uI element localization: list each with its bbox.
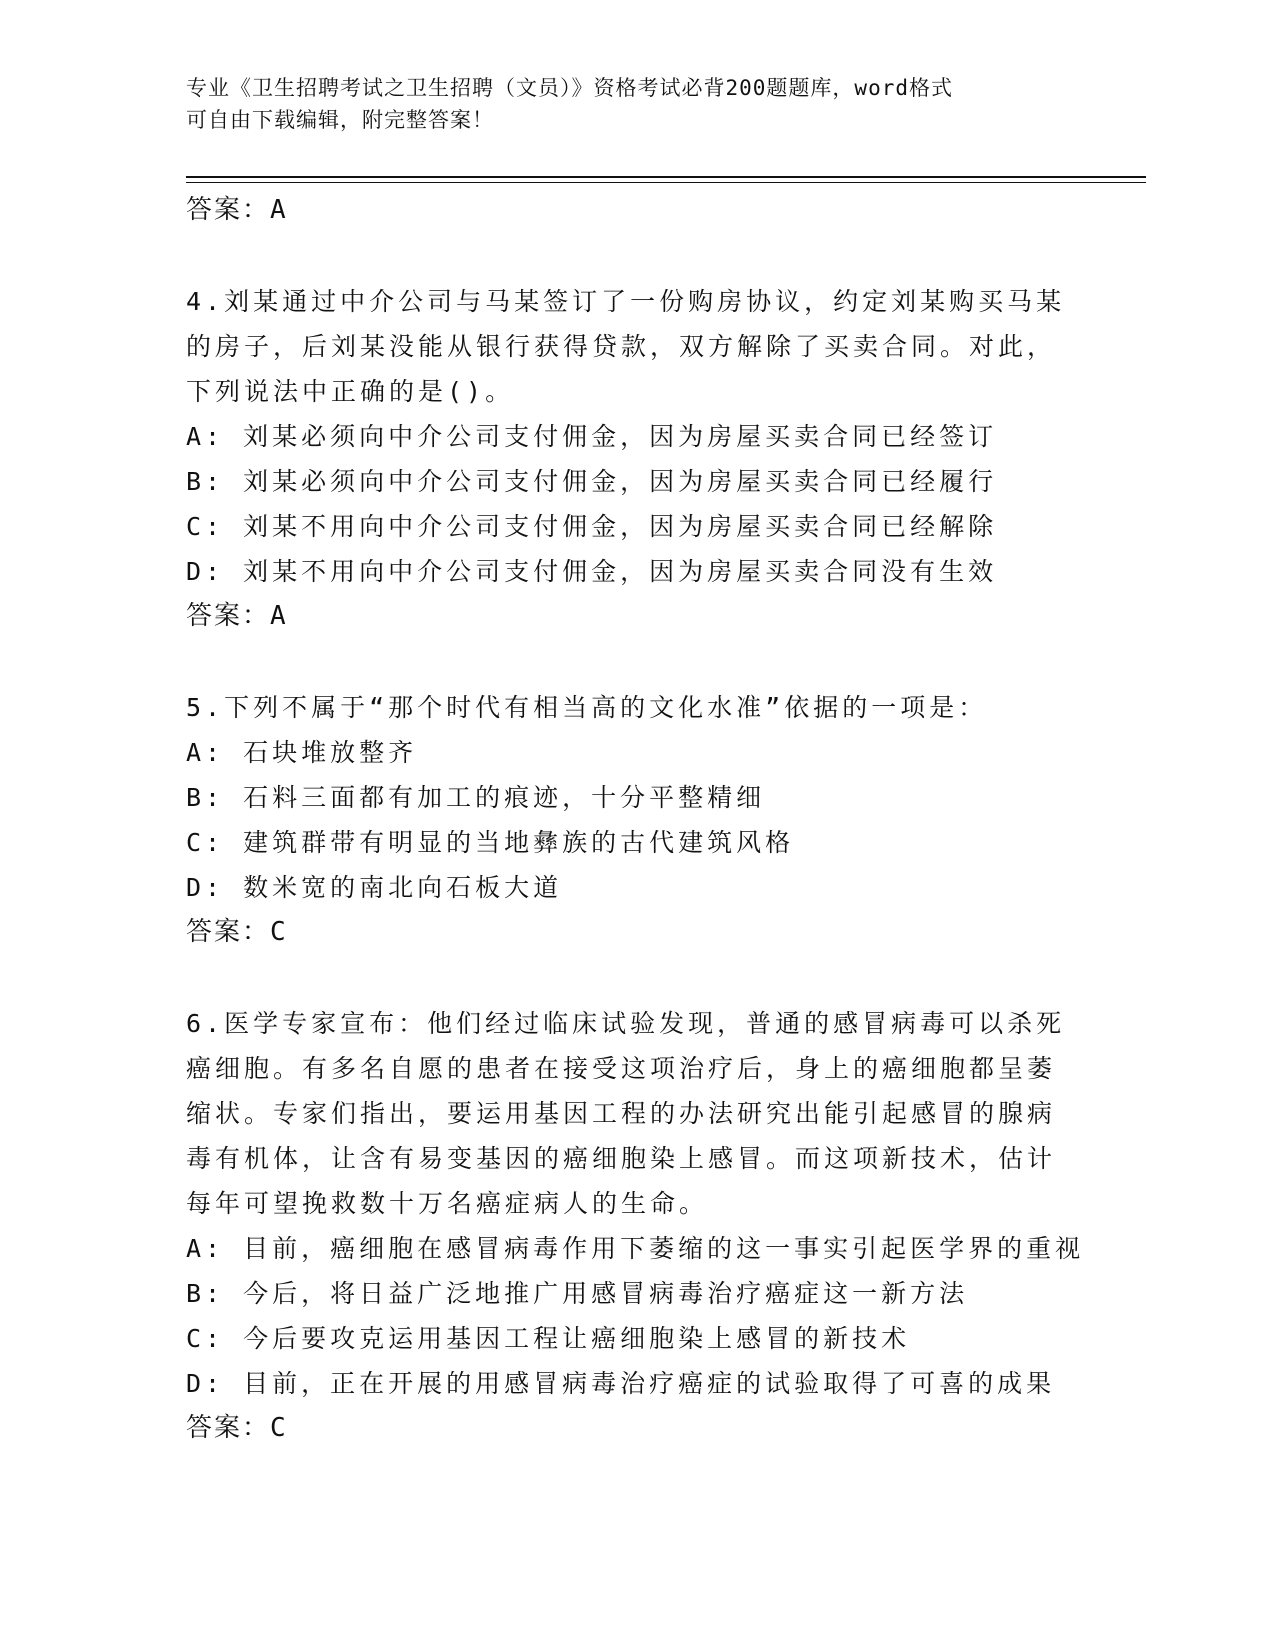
option-d: D: 数米宽的南北向石板大道 xyxy=(186,873,563,902)
header-divider-thick xyxy=(186,176,1146,178)
option-b: B: 今后，将日益广泛地推广用感冒病毒治疗癌症这一新方法 xyxy=(186,1279,969,1308)
question-stem-line: 的房子，后刘某没能从银行获得贷款，双方解除了买卖合同。对此， xyxy=(186,332,1057,361)
spacer xyxy=(186,233,1086,279)
answer: 答案：C xyxy=(186,1413,288,1443)
option-a: A: 目前，癌细胞在感冒病毒作用下萎缩的这一事实引起医学界的重视 xyxy=(186,1234,1085,1263)
spacer xyxy=(186,639,1086,685)
option-b: B: 刘某必须向中介公司支付佣金，因为房屋买卖合同已经履行 xyxy=(186,467,998,496)
question-stem-line: 5.下列不属于“那个时代有相当高的文化水准”依据的一项是： xyxy=(186,693,988,722)
option-b: B: 石料三面都有加工的痕迹，十分平整精细 xyxy=(186,783,766,812)
document-header xyxy=(186,72,1066,136)
header-title-line-2: 可自由下载编辑，附完整答案！ xyxy=(186,108,494,132)
option-c: C: 今后要攻克运用基因工程让癌细胞染上感冒的新技术 xyxy=(186,1324,911,1353)
answer: 答案：C xyxy=(186,917,288,947)
question-list xyxy=(186,188,1086,1451)
option-d: D: 刘某不用向中介公司支付佣金，因为房屋买卖合同没有生效 xyxy=(186,557,998,586)
option-d: D: 目前，正在开展的用感冒病毒治疗癌症的试验取得了可喜的成果 xyxy=(186,1369,1056,1398)
question-6 xyxy=(186,1001,1086,1451)
question-stem-line: 6.医学专家宣布：他们经过临床试验发现，普通的感冒病毒可以杀死 xyxy=(186,1009,1066,1038)
question-stem-line: 缩状。专家们指出，要运用基因工程的办法研究出能引起感冒的腺病 xyxy=(186,1099,1057,1128)
option-a: A: 石块堆放整齐 xyxy=(186,738,418,767)
header-title-line-1: 专业《卫生招聘考试之卫生招聘（文员）》资格考试必背200题题库，word格式 xyxy=(186,76,953,100)
question-5 xyxy=(186,685,1086,955)
answer-previous-question: 答案：A xyxy=(186,195,288,225)
header-divider-thin xyxy=(186,182,1146,183)
question-4 xyxy=(186,279,1086,639)
question-stem-line: 毒有机体，让含有易变基因的癌细胞染上感冒。而这项新技术，估计 xyxy=(186,1144,1057,1173)
option-a: A: 刘某必须向中介公司支付佣金，因为房屋买卖合同已经签订 xyxy=(186,422,998,451)
question-stem-line: 每年可望挽救数十万名癌症病人的生命。 xyxy=(186,1189,709,1218)
question-stem-line: 下列说法中正确的是()。 xyxy=(186,377,515,406)
option-c: C: 建筑群带有明显的当地彝族的古代建筑风格 xyxy=(186,828,795,857)
question-stem-line: 癌细胞。有多名自愿的患者在接受这项治疗后，身上的癌细胞都呈萎 xyxy=(186,1054,1057,1083)
option-c: C: 刘某不用向中介公司支付佣金，因为房屋买卖合同已经解除 xyxy=(186,512,998,541)
spacer xyxy=(186,955,1086,1001)
answer: 答案：A xyxy=(186,601,288,631)
question-stem-line: 4.刘某通过中介公司与马某签订了一份购房协议，约定刘某购买马某 xyxy=(186,287,1066,316)
